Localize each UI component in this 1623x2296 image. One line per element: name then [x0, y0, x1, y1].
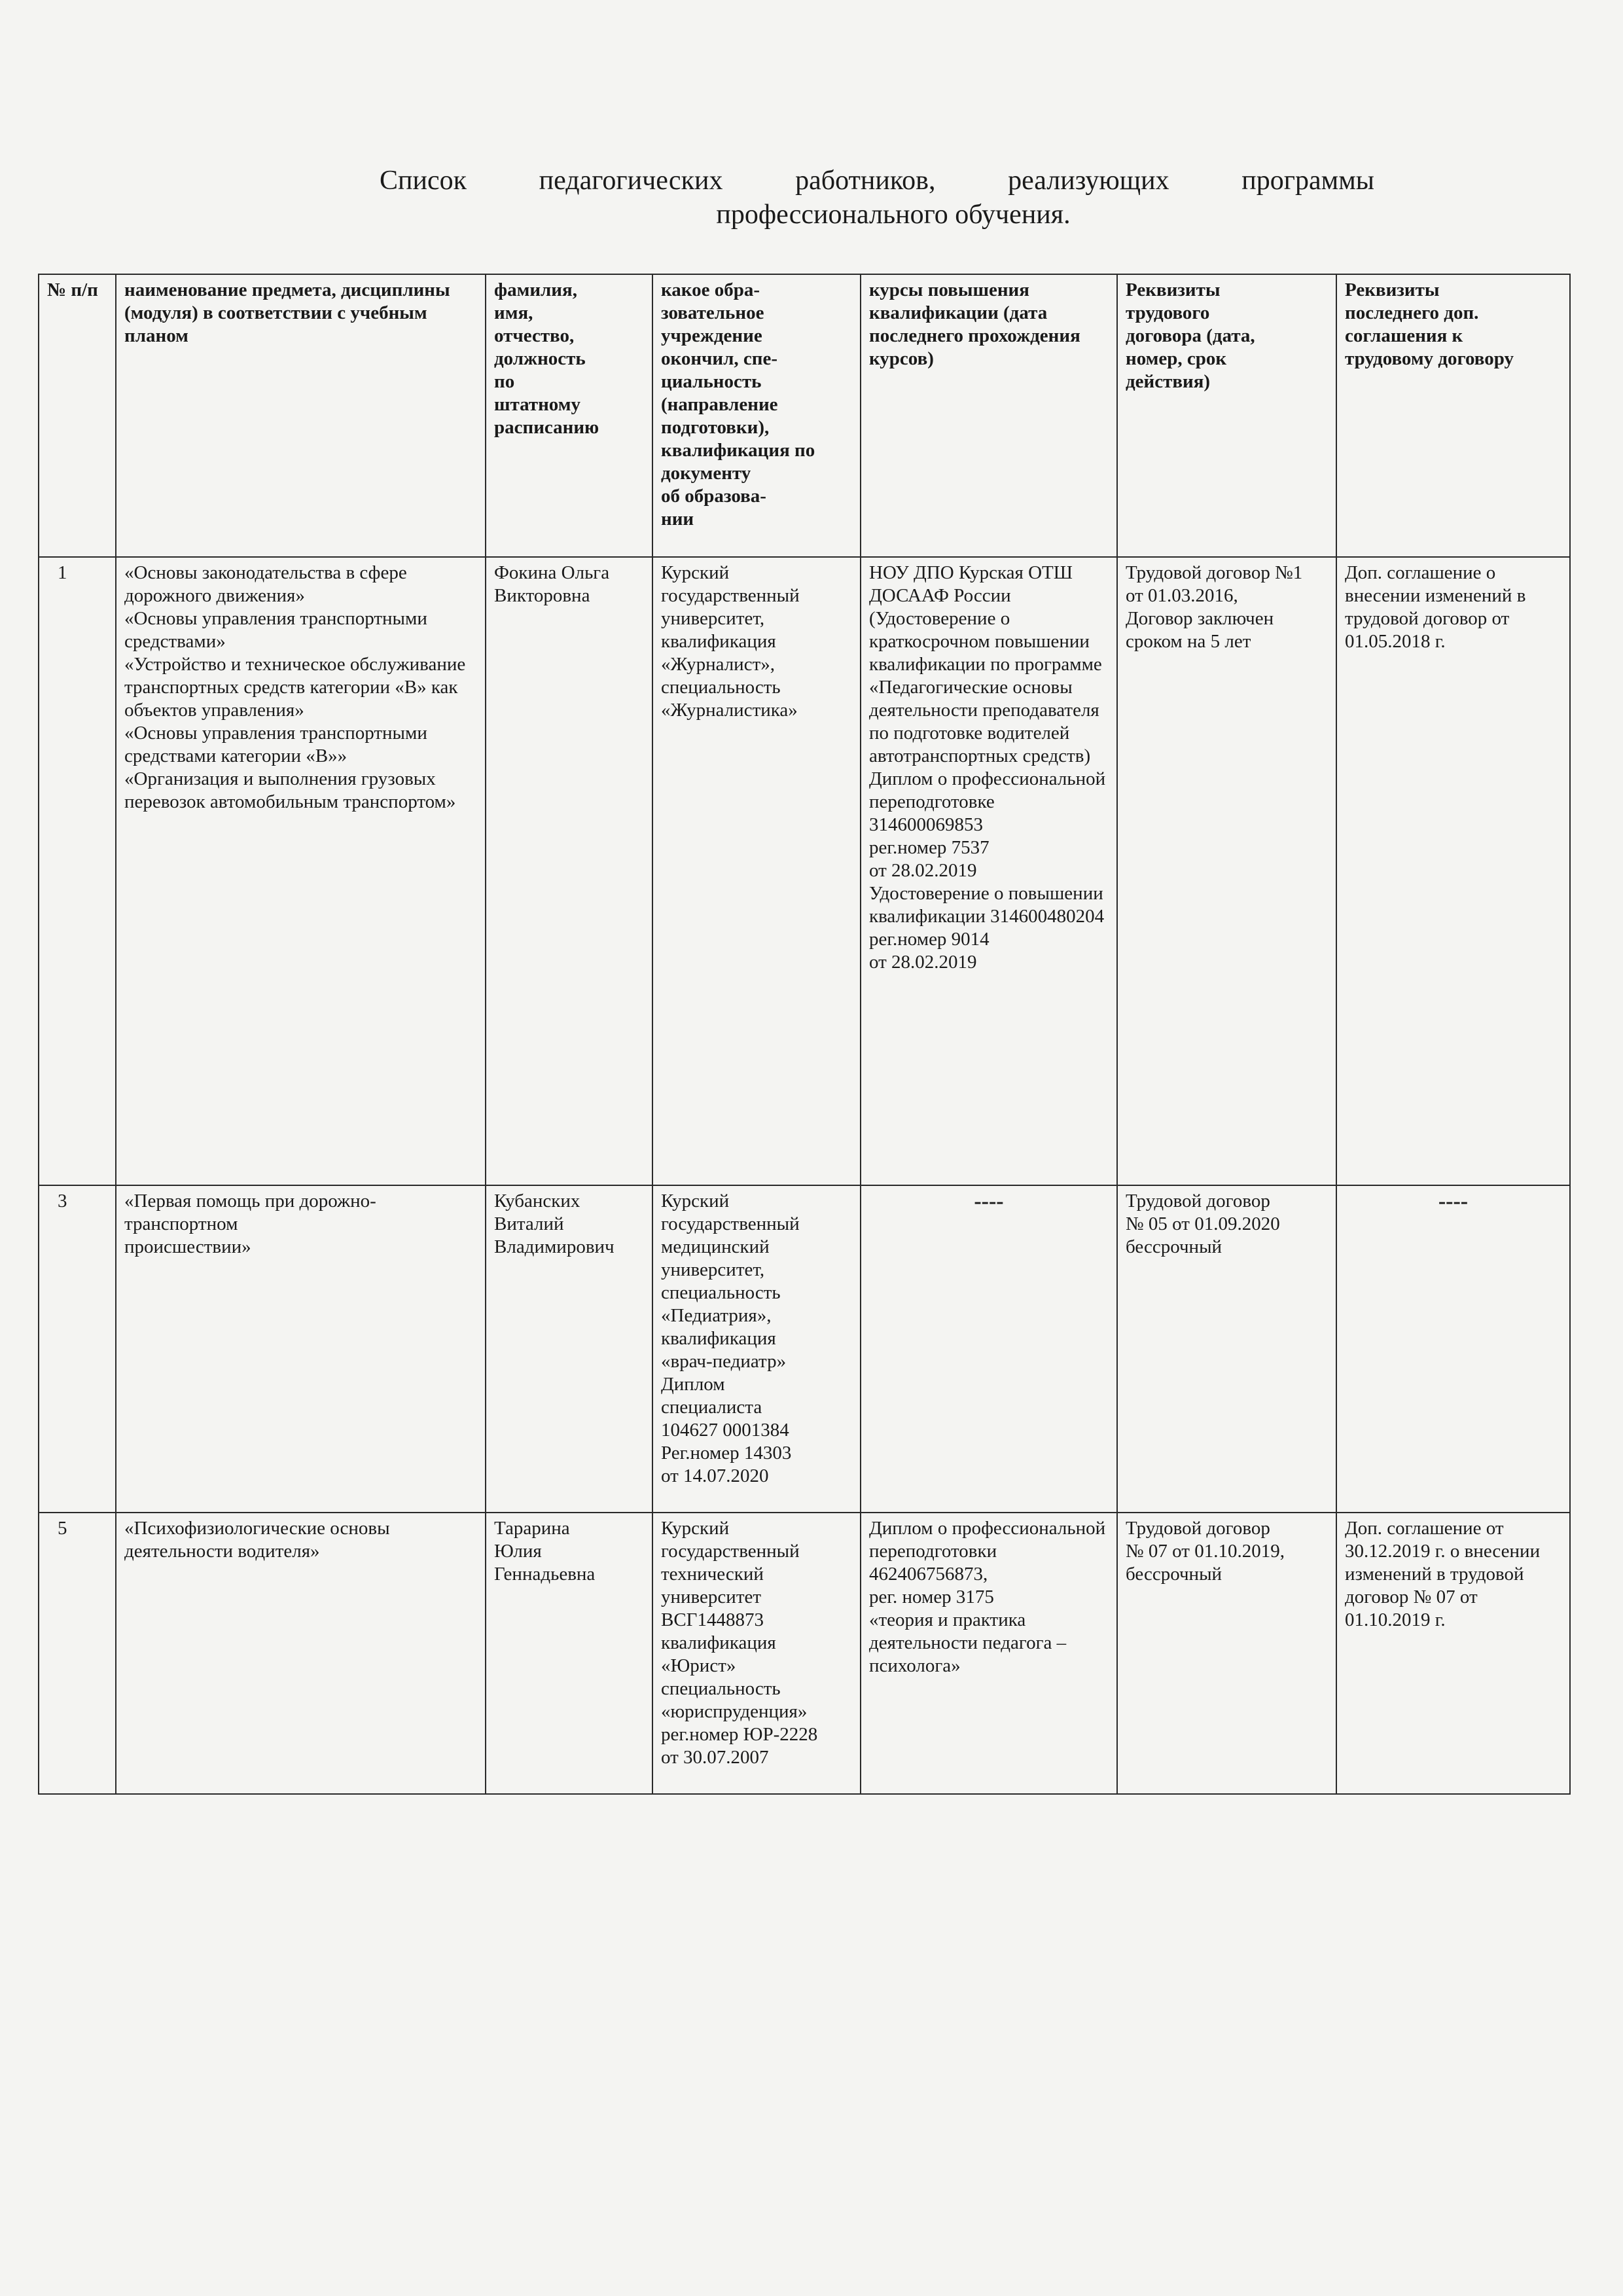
row-agreement: Доп. соглашение от 30.12.2019 г. о внесении изменений в трудовой договор № 07 от 01.10.2019 г. — [1336, 1513, 1570, 1794]
header-agreement: Реквизиты последнего доп. соглашения к трудовому договору — [1336, 274, 1570, 557]
table-header-row — [39, 274, 1570, 557]
row-courses: ---- — [861, 1185, 1117, 1513]
row-agreement: Доп. соглашение о внесении изменений в трудовой договор от 01.05.2018 г. — [1336, 557, 1570, 1185]
row-education: Курский государственный технический университет ВСГ1448873 квалификация «Юрист» специальность «юриспруденция» рег.номер ЮР-2228 от 30.07.2007 — [652, 1513, 861, 1794]
row-contract: Трудовой договор № 05 от 01.09.2020 бессрочный — [1117, 1185, 1336, 1513]
row-agreement: ---- — [1336, 1185, 1570, 1513]
title-line-2: профессионального обучения. — [716, 200, 1071, 230]
table-row — [39, 557, 1570, 1185]
row-number: 3 — [39, 1185, 116, 1513]
header-subject: наименование предмета, дисциплины (модуля) в соответствии с учебным планом — [116, 274, 486, 557]
header-contract: Реквизиты трудового договора (дата, номер, срок действия) — [1117, 274, 1336, 557]
header-name: фамилия, имя, отчество, должность по штатному расписанию — [486, 274, 652, 557]
row-teacher-name: Тарарина Юлия Геннадьевна — [486, 1513, 652, 1794]
row-education: Курский государственный университет, квалификация «Журналист», специальность «Журналистика» — [652, 557, 861, 1185]
row-courses: Диплом о профессиональной переподготовки 462406756873, рег. номер 3175 «теория и практика деятельности педагога – психолога» — [861, 1513, 1117, 1794]
header-courses: курсы повышения квалификации (дата последнего прохождения курсов) — [861, 274, 1117, 557]
row-subjects: «Первая помощь при дорожно-транспортном происшествии» — [116, 1185, 486, 1513]
row-number: 5 — [39, 1513, 116, 1794]
staff-table — [38, 274, 1571, 1795]
row-contract: Трудовой договор № 07 от 01.10.2019, бессрочный — [1117, 1513, 1336, 1794]
row-education: Курский государственный медицинский университет, специальность «Педиатрия», квалификация «врач-педиатр» Диплом специалиста 104627 0001384 Рег.номер 14303 от 14.07.2020 — [652, 1185, 861, 1513]
row-number: 1 — [39, 557, 116, 1185]
table-row — [39, 1513, 1570, 1794]
page-title — [327, 164, 1374, 232]
row-subjects: «Основы законодательства в сфере дорожного движения» «Основы управления транспортными средствами» «Устройство и техническое обслуживание транспортных средств категории «B» как объектов управления» «Основы управления транспортными средствами категории «B»» «Организация и выполнения грузовых перевозок автомобильным транспортом» — [116, 557, 486, 1185]
header-education: какое обра- зовательное учреждение окончил, спе- циальность (направление подготовки), квалификация по документу об образова- нии — [652, 274, 861, 557]
header-number: № п/п — [39, 274, 116, 557]
row-teacher-name: Фокина Ольга Викторовна — [486, 557, 652, 1185]
row-subjects: «Психофизиологические основы деятельности водителя» — [116, 1513, 486, 1794]
row-contract: Трудовой договор №1 от 01.03.2016, Договор заключен сроком на 5 лет — [1117, 557, 1336, 1185]
title-line-1: Список педагогических работников, реализующих программы — [380, 166, 1374, 196]
row-courses: НОУ ДПО Курская ОТШ ДОСААФ России (Удостоверение о краткосрочном повышении квалификации по программе «Педагогические основы деятельности преподавателя по подготовке водителей автотранспортных средств) Диплом о профессиональной переподготовке 314600069853 рег.номер 7537 от 28.02.2019 Удостоверение о повышении квалификации 314600480204 рег.номер 9014 от 28.02.2019 — [861, 557, 1117, 1185]
table-row — [39, 1185, 1570, 1513]
row-teacher-name: Кубанских Виталий Владимирович — [486, 1185, 652, 1513]
